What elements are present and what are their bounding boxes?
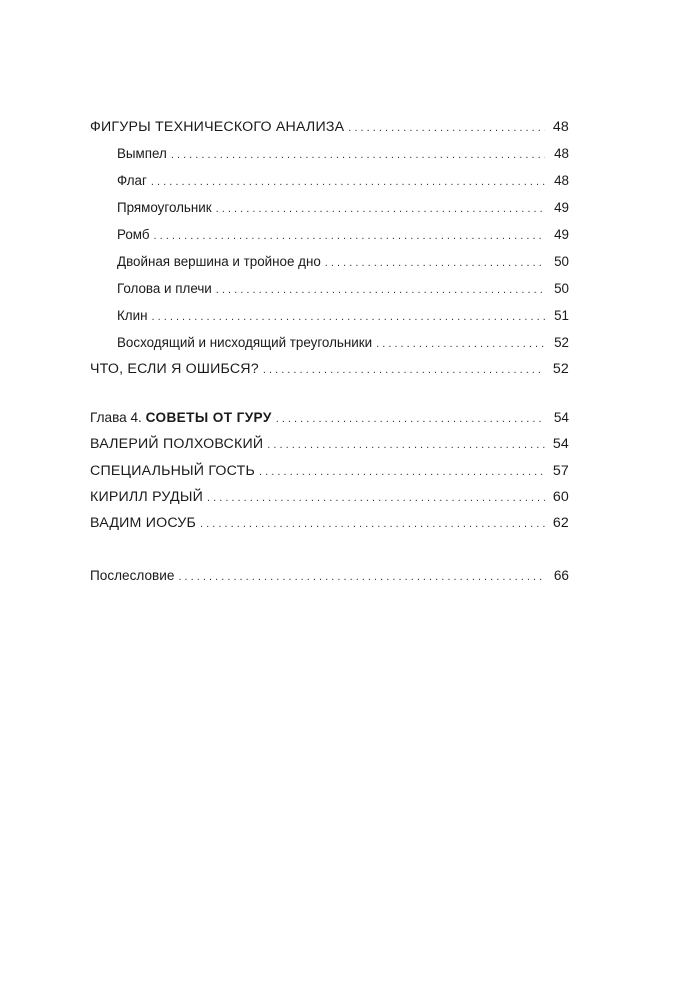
dot-leader: [216, 285, 545, 296]
toc-entry-vadim-iosub[interactable]: [90, 516, 569, 530]
toc-entry-title: Послесловие: [90, 568, 175, 583]
dot-leader: [154, 231, 545, 242]
toc-entry-title: ВАДИМ ИОСУБ: [90, 515, 197, 531]
toc-entry-title: ЧТО, ЕСЛИ Я ОШИБСЯ?: [90, 361, 259, 377]
toc-entry-page-number: 48: [552, 119, 569, 135]
toc-entry-title: Голова и плечи: [117, 281, 212, 296]
dot-leader: [171, 150, 545, 161]
toc-entry-wedge[interactable]: [117, 309, 569, 323]
toc-entry-page-number: 60: [552, 489, 569, 505]
toc-entry-valery-polkhovsky[interactable]: [90, 437, 569, 451]
toc-entry-technical-analysis-figures[interactable]: [90, 120, 569, 134]
toc-entry-title: Восходящий и нисходящий треугольники: [117, 335, 373, 350]
dot-leader: [178, 572, 545, 583]
dot-leader: [151, 177, 545, 188]
toc-entry-title: Клин: [117, 308, 148, 323]
toc-entry-head-and-shoulders[interactable]: [117, 282, 569, 296]
toc-entry-page-number: 51: [554, 308, 569, 323]
toc-entry-page-number: 50: [554, 254, 569, 269]
toc-entry-double-top-triple-bottom[interactable]: [117, 255, 569, 269]
dot-leader: [216, 204, 545, 215]
dot-leader: [259, 467, 545, 478]
toc-entry-page-number: 48: [554, 146, 569, 161]
dot-leader: [376, 339, 545, 350]
toc-entry-flag[interactable]: [117, 174, 569, 188]
chapter-title: СОВЕТЫ ОТ ГУРУ: [145, 410, 272, 425]
chapter-prefix: Глава 4.: [90, 410, 146, 425]
toc-entry-page-number: 62: [552, 515, 569, 531]
dot-leader: [276, 414, 545, 425]
toc-entry-chapter-4[interactable]: [90, 411, 569, 425]
toc-entry-page-number: 48: [554, 173, 569, 188]
toc-entry-title: Двойная вершина и тройное дно: [117, 254, 321, 269]
toc-entry-title: СПЕЦИАЛЬНЫЙ ГОСТЬ: [90, 463, 256, 479]
toc-entry-special-guest[interactable]: [90, 464, 569, 478]
dot-leader: [152, 312, 546, 323]
toc-entry-page-number: 49: [554, 227, 569, 242]
toc-entry-what-if-wrong[interactable]: [90, 362, 569, 376]
dot-leader: [267, 440, 545, 451]
toc-entry-page-number: 50: [554, 281, 569, 296]
toc-entry-title: КИРИЛЛ РУДЫЙ: [90, 489, 203, 505]
toc-entry-page-number: 52: [552, 361, 569, 377]
toc-entry-title: [90, 411, 272, 425]
toc-entry-page-number: 49: [554, 200, 569, 215]
dot-leader: [200, 519, 545, 530]
toc-entry-page-number: 57: [552, 463, 569, 479]
toc-entry-afterword[interactable]: [90, 569, 569, 583]
dot-leader: [348, 123, 545, 134]
toc-entry-title: ФИГУРЫ ТЕХНИЧЕСКОГО АНАЛИЗА: [90, 119, 345, 135]
toc-entry-page-number: 52: [554, 335, 569, 350]
toc-entry-rectangle[interactable]: [117, 201, 569, 215]
toc-entry-title: Ромб: [117, 227, 150, 242]
dot-leader: [207, 493, 545, 504]
toc-entry-page-number: 54: [552, 436, 569, 452]
dot-leader: [263, 365, 545, 376]
toc-entry-page-number: 66: [553, 568, 569, 583]
toc-entry-title: Прямоугольник: [117, 200, 212, 215]
toc-entry-title: ВАЛЕРИЙ ПОЛХОВСКИЙ: [90, 436, 264, 452]
toc-entry-kirill-rudy[interactable]: [90, 490, 569, 504]
toc-entry-title: Флаг: [117, 173, 147, 188]
dot-leader: [325, 258, 545, 269]
toc-entry-pennant[interactable]: [117, 147, 569, 161]
toc-entry-triangles[interactable]: [117, 336, 569, 350]
toc-entry-page-number: 54: [553, 410, 569, 425]
toc-entry-title: Вымпел: [117, 146, 167, 161]
toc-entry-rhombus[interactable]: [117, 228, 569, 242]
